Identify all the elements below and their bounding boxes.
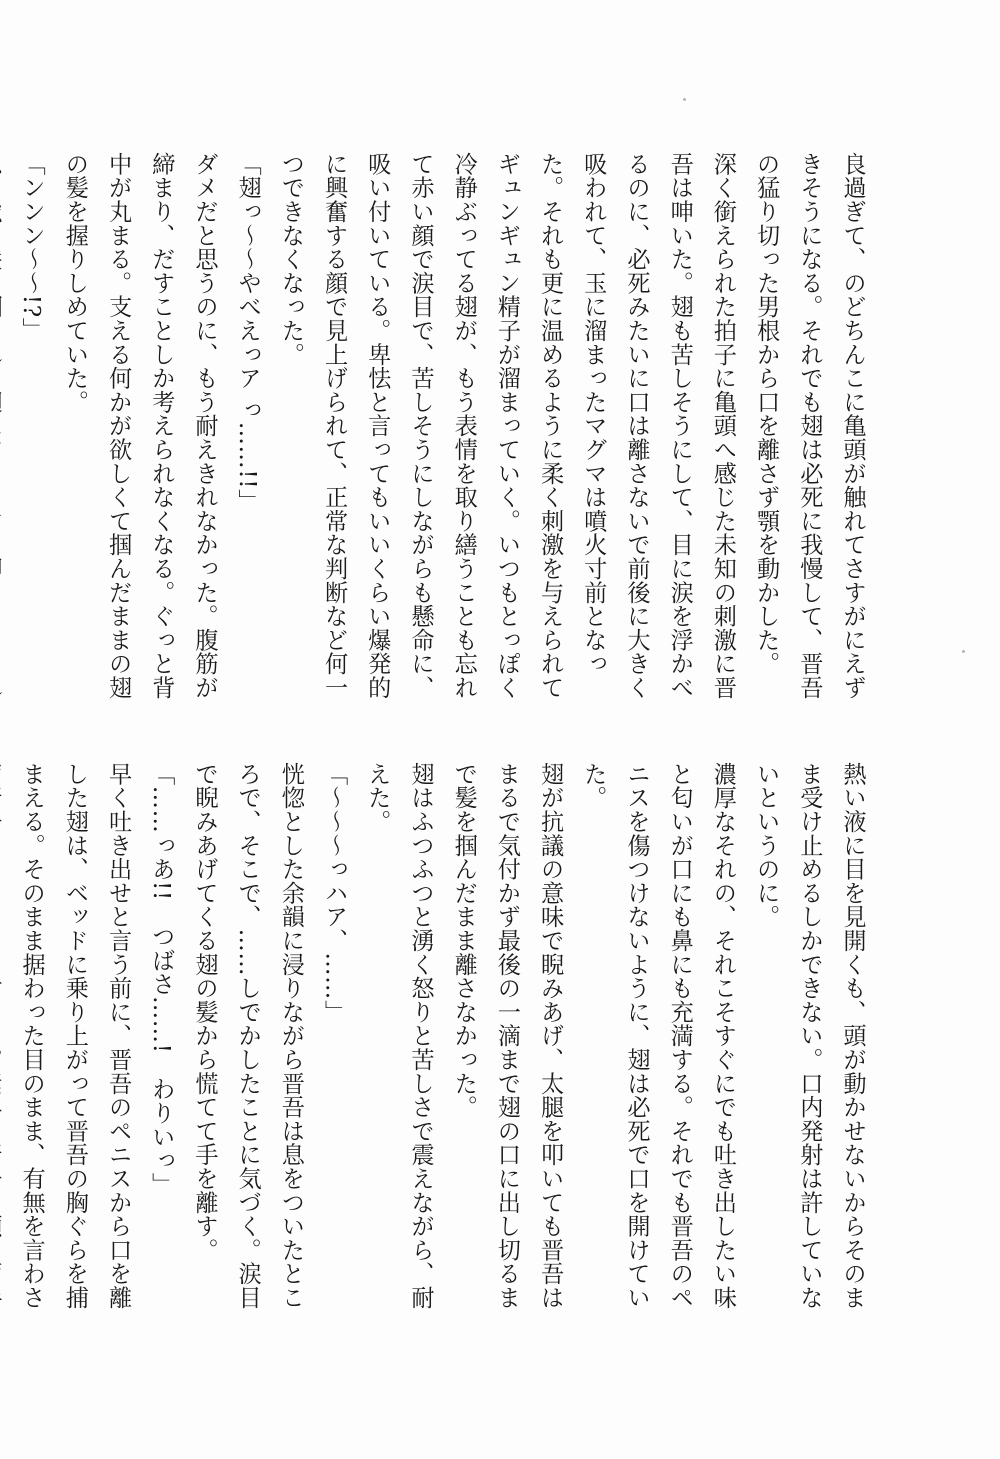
lower-text-tier [18, 762, 874, 1330]
paragraph [0, 152, 10, 720]
paragraph: 濃厚なそれの、それこそすぐにでも吐き出したい味と匂いが口にも鼻にも充満する。それでも晋吾のペニスを傷つけないように、翅は必死で口を開けていた。 [579, 762, 737, 1310]
dialogue-line: 「ンンン〜〜!?」 [18, 152, 46, 342]
dialogue-line: 「……っあ!! つばさ……! わりいっ」 [147, 762, 175, 1197]
paragraph: 恍惚とした余韻に浸りながら晋吾は息をついたところで、そこで、……しでかしたことに気づく。涙目で睨みあげてくる翅の髪から慌てて手を離す。 [190, 762, 305, 1310]
paragraph: 早く吐き出せと言う前に、晋吾のペニスから口を離した翅は、ベッドに乗り上がって晋吾の胸ぐらを捕まえる。そのまま据わった目のまま、有無を言わさ [18, 762, 132, 1310]
upper-text-tier [18, 152, 874, 720]
dialogue-line: 「翅っ〜〜やべえっア っ……!!」 [234, 152, 262, 513]
paragraph: 良過ぎて、のどちんこに亀頭が触れてさすがにえずきそうになる。それでも翅は必死に我慢して、晋吾の猛り切った男根から口を離さず顎を動かした。 [752, 152, 866, 700]
dialogue-line: 「〜〜〜っハア、……」 [320, 762, 348, 1024]
paragraph: 深く銜えられた拍子に亀頭へ感じた未知の刺激に晋吾は呻いた。翅も苦しそうにして、目に涙を浮かべるのに、必死みたいに口は離さないで前後に大きく吸われて、玉に溜まったマグマは噴火寸前となった。それも更に温めるように柔く刺激を与えられてギュンギュン精子が溜まっていく。いつもとっぽく冷静ぶってる翅が、もう表情を取り繕うことも忘れて赤い顔で涙目で、苦しそうにしながらも懸命に、吸い付いている。卑怯と言ってもいいくらい爆発的に興奮する顔で見上げられて、正常な判断など何一つできなくなった。 [277, 152, 737, 700]
scan-speck [683, 98, 686, 101]
paragraph: 熱い液に目を見開くも、頭が動かせないからそのまま受け止めるしかできない。口内発射は許していないというのに。 [752, 762, 866, 1310]
paragraph: ダメだと思うのに、もう耐えきれなかった。腹筋が締まり、だすことしか考えられなくなる。ぐっと背中が丸まる。支える何かが欲しくて掴んだままの翅の髪を握りしめていた。 [61, 152, 218, 700]
scan-speck [962, 650, 965, 653]
paragraph: 翅はふつふつと湧く怒りと苦しさで震えながら、耐えた。 [363, 762, 434, 1310]
paragraph: 翅が抗議の意味で睨みあげ、太腿を叩いても晋吾はまるで気付かず最後の一滴まで翅の口に出し切るまで髪を掴んだまま離さなかった。 [450, 762, 564, 1310]
